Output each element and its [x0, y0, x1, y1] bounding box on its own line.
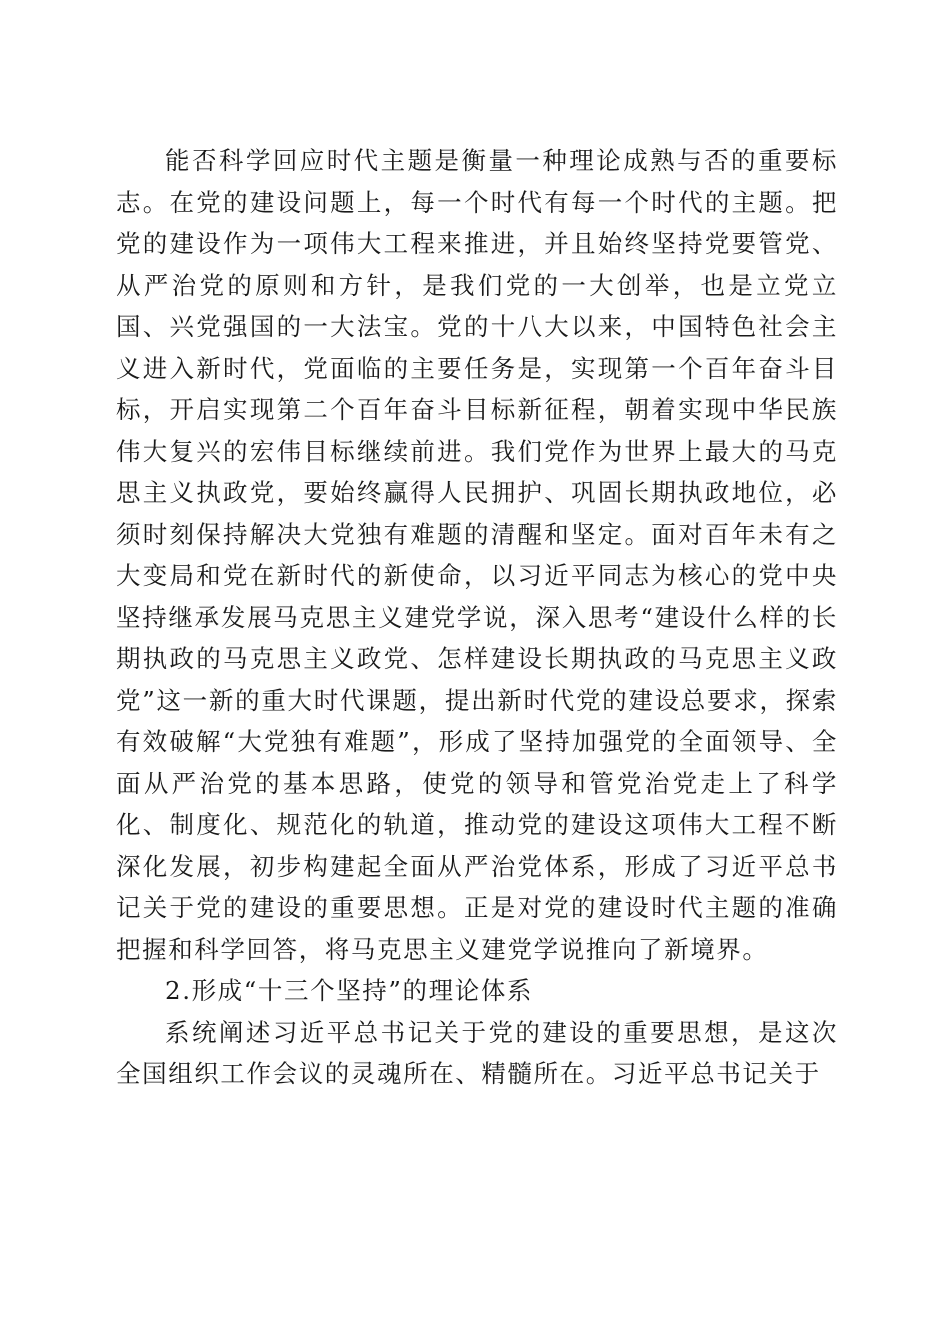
document-body [116, 140, 838, 1095]
body-paragraph-1: 能否科学回应时代主题是衡量一种理论成熟与否的重要标志。在党的建设问题上，每一个时代有每一个时代的主题。把党的建设作为一项伟大工程来推进，并且始终坚持党要管党、从严治党的原则和方针，是我们党的一大创举，也是立党立国、兴党强国的一大法宝。党的十八大以来，中国特色社会主义进入新时代，党面临的主要任务是，实现第一个百年奋斗目标，开启实现第二个百年奋斗目标新征程，朝着实现中华民族伟大复兴的宏伟目标继续前进。我们党作为世界上最大的马克思主义执政党，要始终赢得人民拥护、巩固长期执政地位，必须时刻保持解决大党独有难题的清醒和坚定。面对百年未有之大变局和党在新时代的新使命，以习近平同志为核心的党中央坚持继承发展马克思主义建党学说，深入思考“建设什么样的长期执政的马克思主义政党、怎样建设长期执政的马克思主义政党”这一新的重大时代课题，提出新时代党的建设总要求，探索有效破解“大党独有难题”，形成了坚持加强党的全面领导、全面从严治党的基本思路，使党的领导和管党治党走上了科学化、制度化、规范化的轨道，推动党的建设这项伟大工程不断深化发展，初步构建起全面从严治党体系，形成了习近平总书记关于党的建设的重要思想。正是对党的建设时代主题的准确把握和科学回答，将马克思主义建党学说推向了新境界。 [116, 146, 838, 964]
body-paragraph-2: 系统阐述习近平总书记关于党的建设的重要思想，是这次全国组织工作会议的灵魂所在、精髓所在。习近平总书记关于 [116, 1017, 838, 1088]
section-heading-2: 2.形成“十三个坚持”的理论体系 [165, 976, 534, 1005]
